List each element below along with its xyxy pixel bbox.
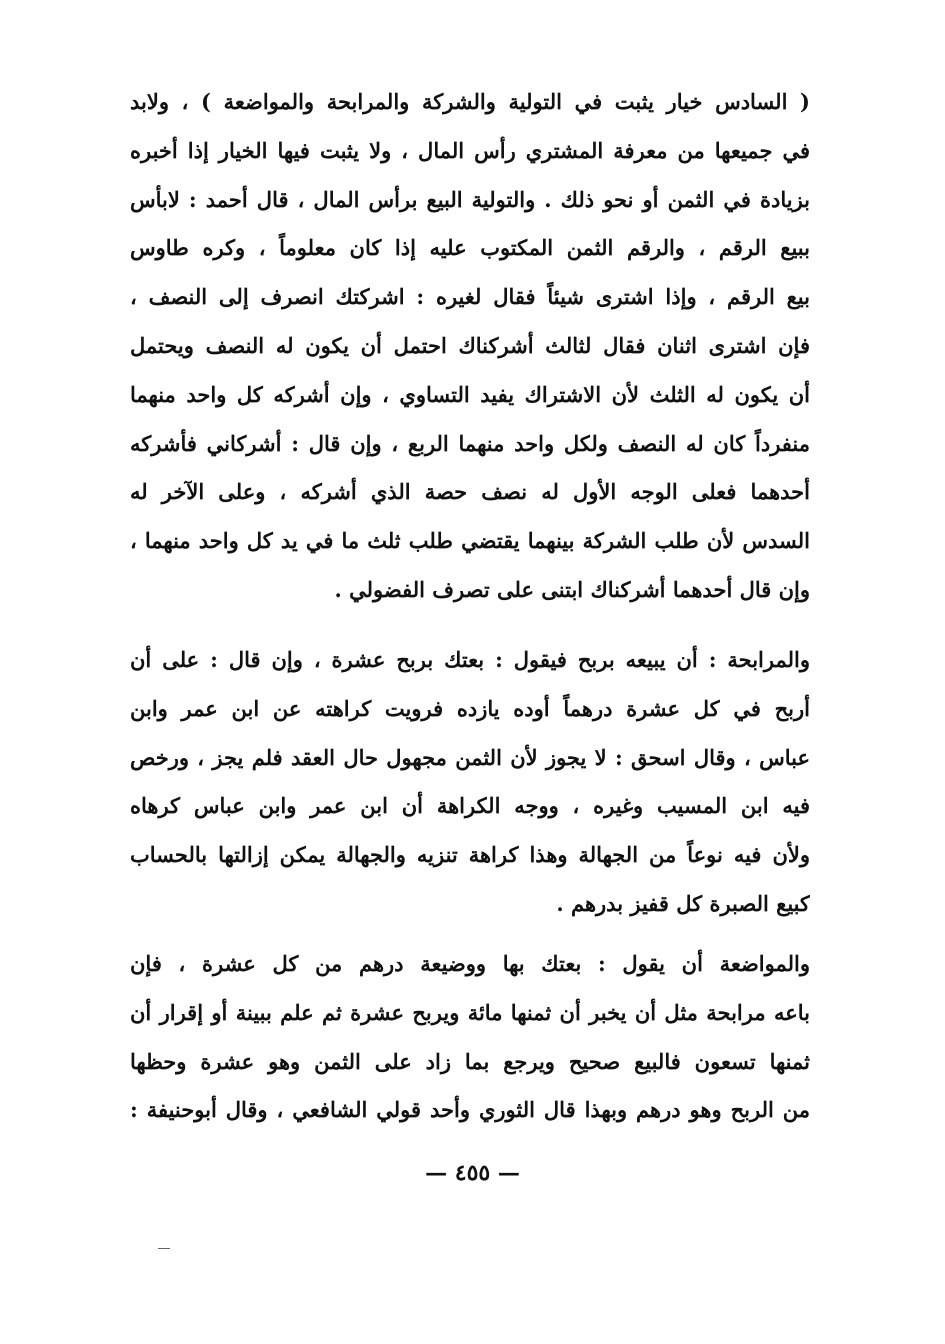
text-line: أن يكون له الثلث لأن الاشتراك يفيد التساوي ، وإن أشركه كل واحد منهما (130, 381, 810, 407)
text-line: كبيع الصبرة كل قفيز بدرهم . (556, 890, 810, 916)
text-line: والمواضعة أن يقول : بعتك بها ووضيعة درهم من كل عشرة ، فإن (130, 951, 810, 976)
text-line: ببيع الرقم ، والرقم الثمن المكتوب عليه إذا كان معلوماً ، وكره طاوس (130, 235, 810, 261)
text-line: وإن قال أحدهما أشركناك ابتنى على تصرف الفضولي . (334, 576, 810, 602)
text-line: أربح في كل عشرة درهماً أوده يازده فرويت كراهته عن ابن عمر وابن (130, 695, 810, 721)
text-line: بزيادة في الثمن أو نحو ذلك . والتولية البيع برأس المال ، قال أحمد : لابأس (130, 186, 810, 212)
text-line: السدس لأن طلب الشركة بينهما يقتضي طلب ثلث ما في يد كل واحد منهما ، (130, 528, 810, 554)
text-line: ولأن فيه نوعاً من الجهالة وهذا كراهة تنزيه والجهالة يمكن إزالتها بالحساب (130, 842, 810, 868)
text-line: فيه ابن المسيب وغيره ، ووجه الكراهة أن ابن عمر وابن عباس كرهاه (130, 793, 810, 819)
text-line: من الربح وهو درهم وبهذا قال الثوري وأحد قولي الشافعي ، وقال أبوحنيفة : (130, 1097, 810, 1123)
text-line: والمرابحة : أن يبيعه بربح فيقول : بعتك بربح عشرة ، وإن قال : على أن (130, 647, 810, 672)
paragraph-muwadaa (130, 940, 810, 1135)
text-line: ( السادس خيار يثبت في التولية والشركة والمرابحة والمواضعة ) ، ولابد (130, 89, 810, 114)
text-line: فإن اشترى اثنان فقال لثالث أشركناك احتمل أن يكون له النصف ويحتمل (130, 332, 810, 358)
scan-speck (158, 1248, 170, 1249)
text-line: بيع الرقم ، وإذا اشترى شيئاً فقال لغيره : اشركتك انصرف إلى النصف ، (130, 284, 810, 310)
text-line: ثمنها تسعون فالبيع صحيح ويرجع بما زاد على الثمن وهو عشرة وحظها (130, 1048, 810, 1074)
text-line: باعه مرابحة مثل أن يخبر أن ثمنها مائة ويربح عشرة ثم علم ببينة أو إقرار أن (130, 999, 810, 1025)
text-line: منفرداً كان له النصف ولكل واحد منهما الربع ، وإن قال : أشركاني فأشركه (130, 430, 810, 456)
paragraph-murabaha (130, 636, 810, 929)
text-line: عباس ، وقال اسحق : لا يجوز لأن الثمن مجهول حال العقد فلم يجز ، ورخص (130, 744, 810, 770)
page-number: — ٤٥٥ — (425, 1160, 520, 1186)
text-line: أحدهما فعلى الوجه الأول له نصف حصة الذي أشركه ، وعلى الآخر له (130, 479, 810, 505)
paragraph-khiyar (130, 78, 810, 615)
text-line: في جميعها من معرفة المشتري رأس المال ، ولا يثبت فيها الخيار إذا أخبره (130, 137, 810, 163)
